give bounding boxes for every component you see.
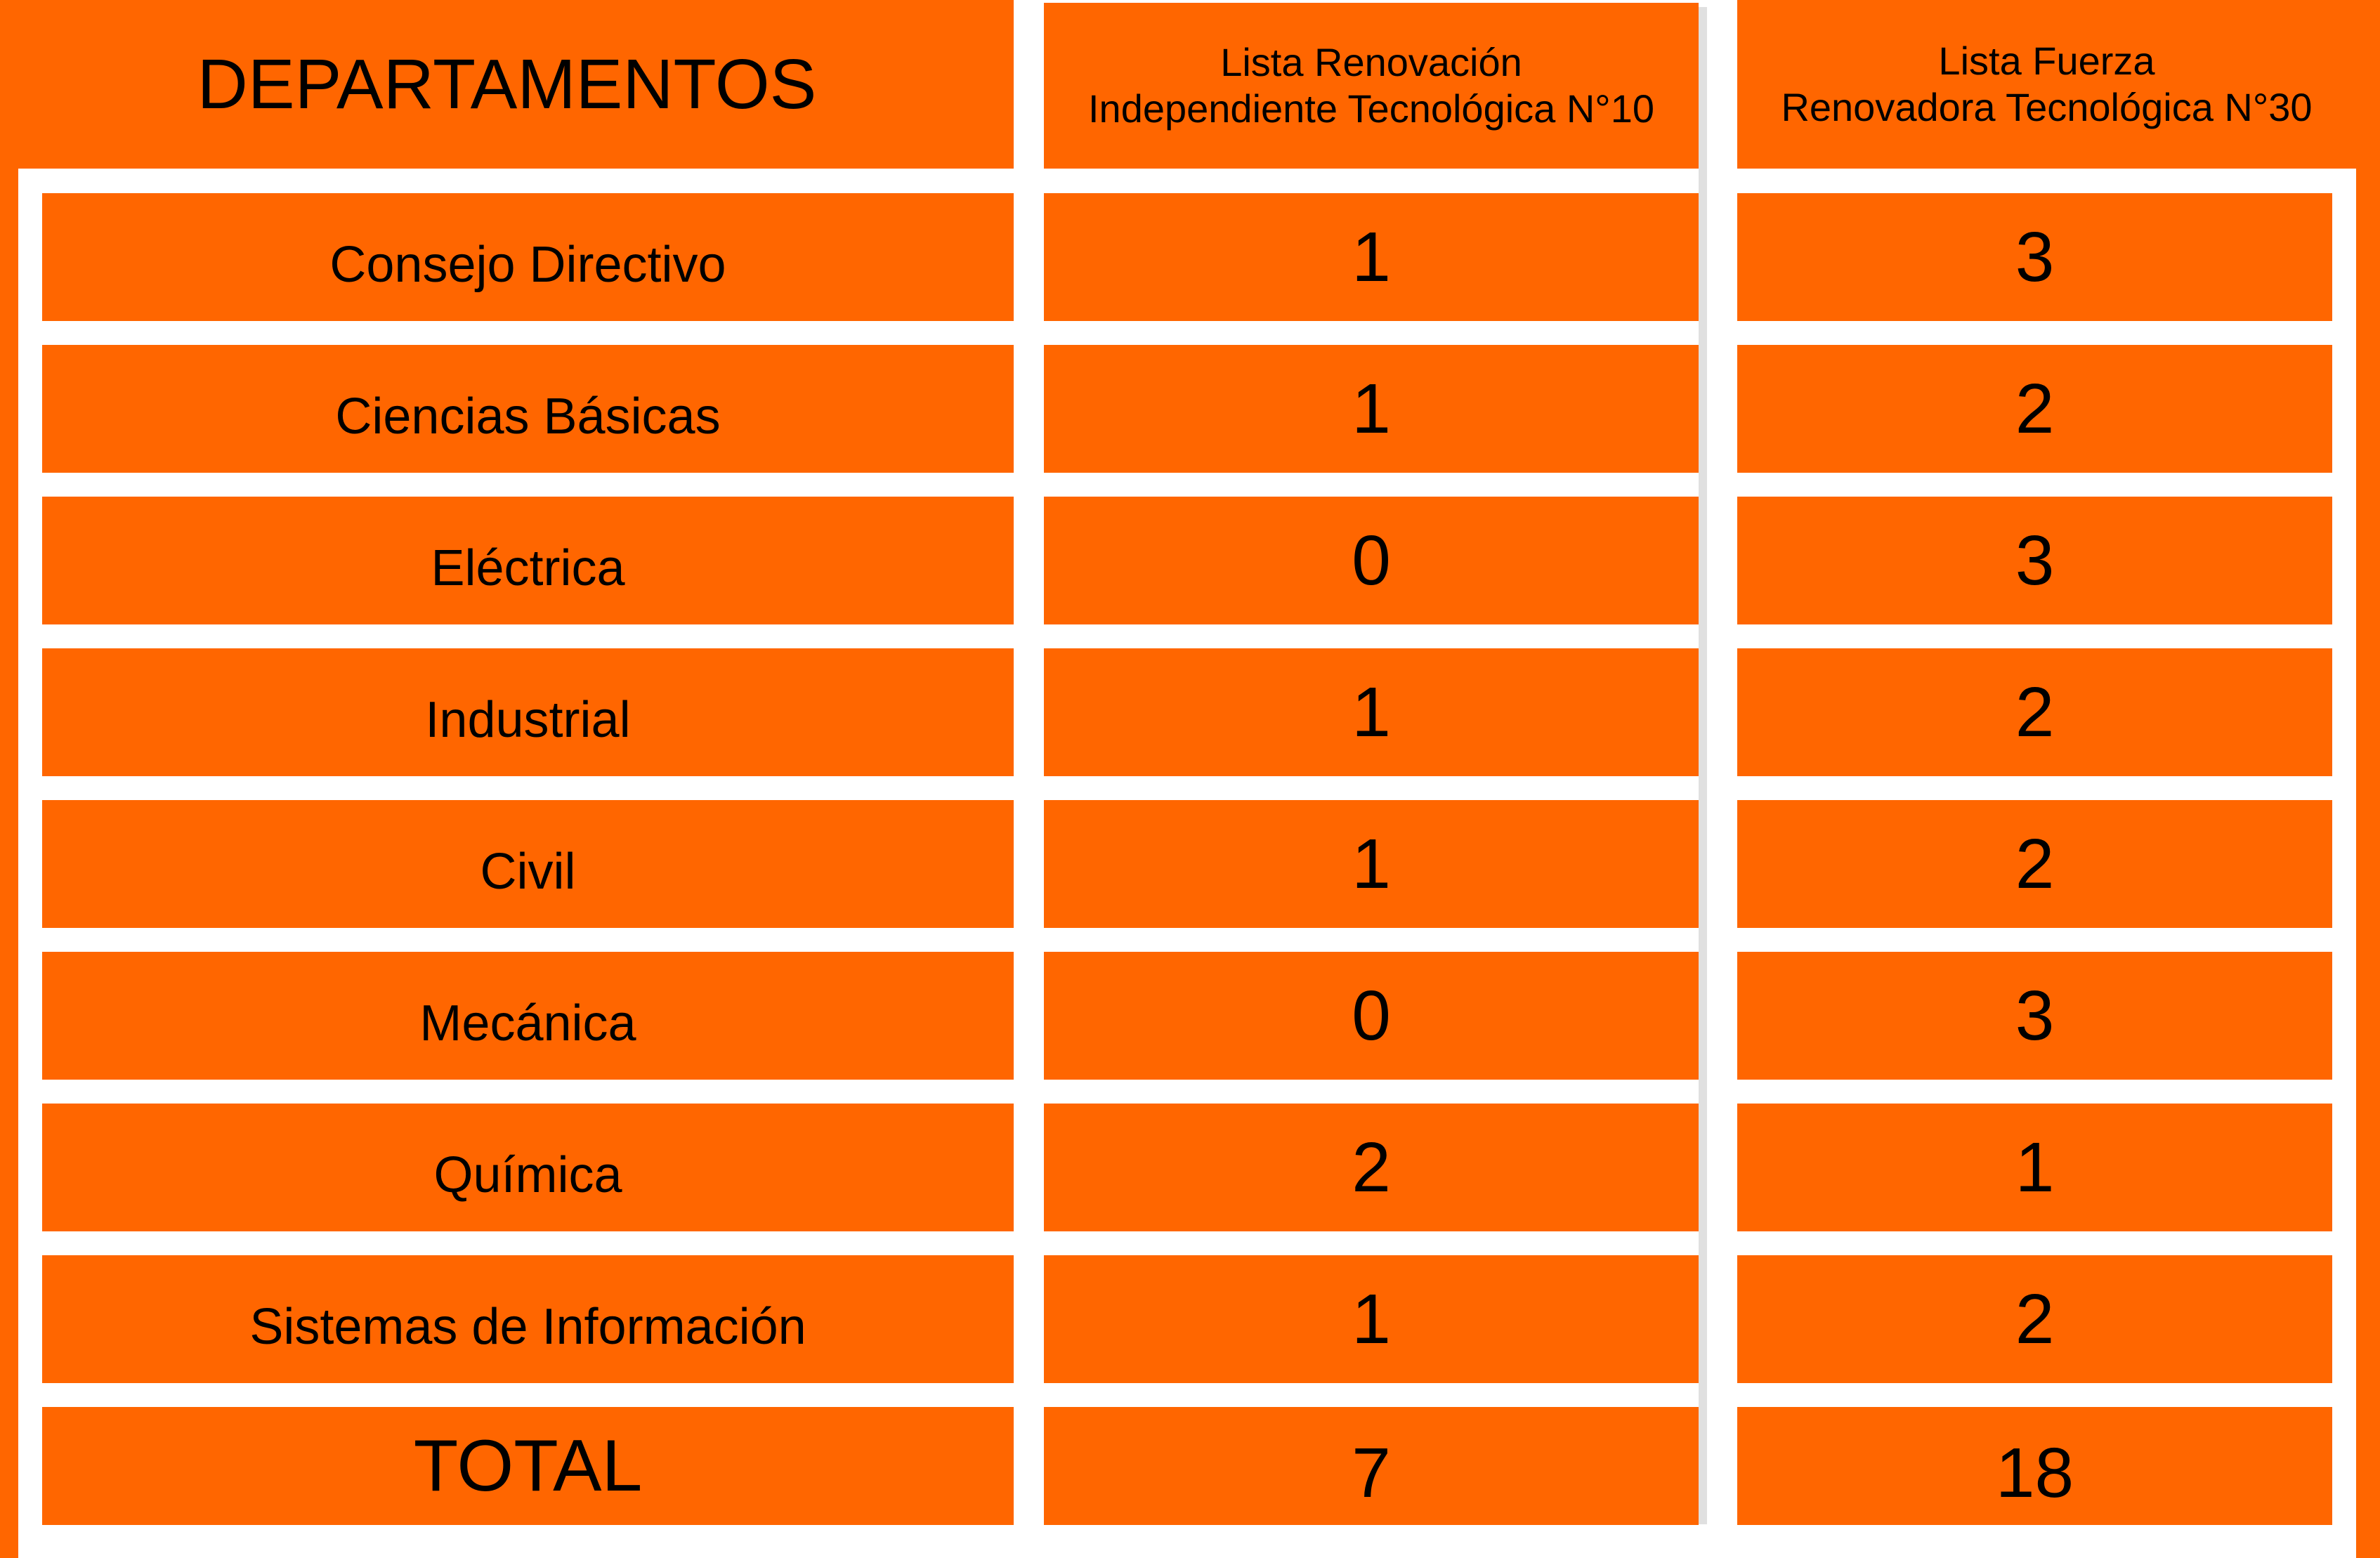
row-8-list-a — [1044, 1255, 1699, 1383]
header-list-a-line2: Independiente Tecnológica N°10 — [1088, 86, 1654, 131]
row-8-department-label: Sistemas de Información — [249, 1299, 806, 1355]
total-label: TOTAL — [413, 1425, 643, 1507]
header-list-b-line1: Lista Fuerza — [1938, 39, 2155, 83]
row-8-department — [42, 1255, 1014, 1383]
frame-left — [0, 0, 18, 1558]
row-7-list-a — [1044, 1104, 1699, 1231]
row-7-list-b-value: 1 — [2015, 1127, 2055, 1207]
row-7-department — [42, 1104, 1014, 1231]
row-5-department-label: Civil — [480, 844, 576, 900]
column-shadow — [1699, 7, 1707, 1524]
row-2-list-b-value: 2 — [2015, 369, 2055, 448]
row-3-department — [42, 497, 1014, 624]
row-6-list-b — [1737, 952, 2332, 1080]
row-6-department — [42, 952, 1014, 1080]
row-3-department-label: Eléctrica — [431, 540, 625, 596]
row-4-list-a — [1044, 648, 1699, 776]
header-list-a — [1044, 3, 1699, 169]
row-5-list-b — [1737, 800, 2332, 928]
total-label-cell — [42, 1407, 1014, 1525]
header-list-b-line2: Renovadora Tecnológica N°30 — [1781, 85, 2313, 129]
row-5-list-a — [1044, 800, 1699, 928]
row-3-list-a — [1044, 497, 1699, 624]
row-2-department-label: Ciencias Básicas — [335, 388, 721, 445]
row-4-department-label: Industrial — [425, 692, 631, 748]
row-4-list-a-value: 1 — [1352, 672, 1391, 752]
header-list-b — [1737, 0, 2356, 169]
row-7-list-a-value: 2 — [1352, 1127, 1391, 1207]
row-2-list-a — [1044, 345, 1699, 473]
row-8-list-a-value: 1 — [1352, 1279, 1391, 1359]
row-6-department-label: Mecánica — [419, 995, 636, 1052]
row-8-list-b-value: 2 — [2015, 1279, 2055, 1359]
row-3-list-b — [1737, 497, 2332, 624]
total-list-a — [1044, 1407, 1699, 1525]
row-2-list-b — [1737, 345, 2332, 473]
row-8-list-b — [1737, 1255, 2332, 1383]
row-7-list-b — [1737, 1104, 2332, 1231]
row-5-list-a-value: 1 — [1352, 824, 1391, 903]
row-2-list-a-value: 1 — [1352, 369, 1391, 448]
row-1-department-label: Consejo Directivo — [329, 237, 726, 293]
total-list-b-value: 18 — [1995, 1433, 2074, 1512]
row-1-department — [42, 193, 1014, 321]
row-4-list-b — [1737, 648, 2332, 776]
row-6-list-b-value: 3 — [2015, 976, 2055, 1055]
row-6-list-a-value: 0 — [1352, 976, 1391, 1055]
row-1-list-a — [1044, 193, 1699, 321]
frame-right — [2356, 0, 2380, 1558]
header-departments-label: DEPARTAMENTOS — [197, 44, 817, 124]
header-departments — [0, 0, 1014, 169]
total-list-a-value: 7 — [1352, 1433, 1391, 1512]
header-list-a-line1: Lista Renovación — [1220, 40, 1522, 84]
total-list-b — [1737, 1407, 2332, 1525]
row-7-department-label: Química — [433, 1147, 622, 1203]
row-3-list-a-value: 0 — [1352, 521, 1391, 600]
row-1-list-b-value: 3 — [2015, 217, 2055, 296]
row-5-list-b-value: 2 — [2015, 824, 2055, 903]
row-1-list-b — [1737, 193, 2332, 321]
row-6-list-a — [1044, 952, 1699, 1080]
row-3-list-b-value: 3 — [2015, 521, 2055, 600]
row-2-department — [42, 345, 1014, 473]
row-4-list-b-value: 2 — [2015, 672, 2055, 752]
row-4-department — [42, 648, 1014, 776]
row-5-department — [42, 800, 1014, 928]
row-1-list-a-value: 1 — [1352, 217, 1391, 296]
